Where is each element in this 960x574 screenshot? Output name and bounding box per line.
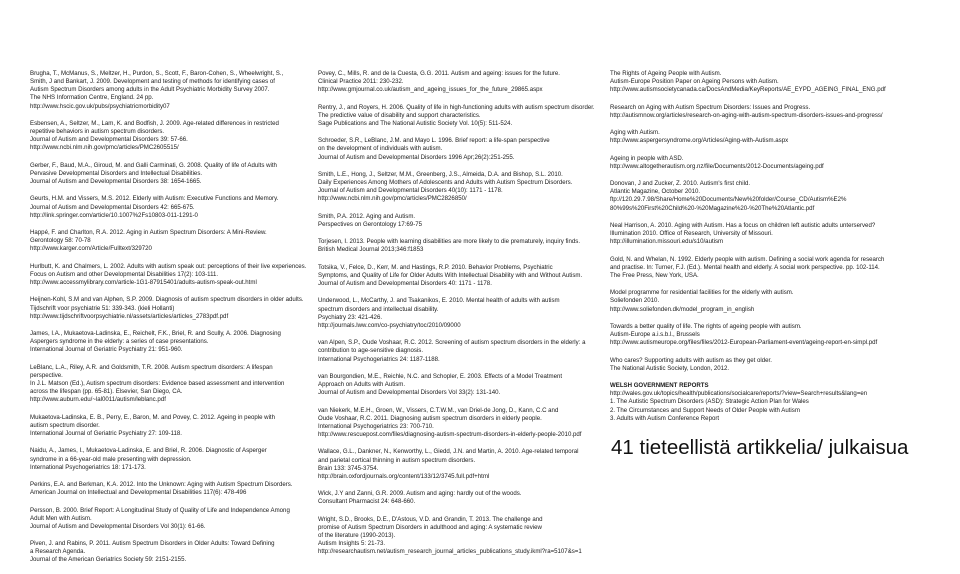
reference-line: Pervasive Developmental Disorders and Intellectual Disabilities. (30, 169, 203, 177)
reference-line: Povey, C., Mills, R. and de la Cuesta, G.G. 2011. Autism and ageing: issues for the future. (318, 70, 560, 77)
reference-entry (610, 104, 950, 120)
reference-column-1 (30, 70, 308, 574)
reference-line: Journal of Autism and Developmental Disorders Vol 30(1): 61-66. (30, 522, 206, 530)
reference-entry (318, 297, 604, 330)
reference-line: and practise. In: Turner, F.J. (Ed.). Mental health and elderly. A social work perspective. pp. 102-114. (610, 263, 880, 271)
reference-line: Approach on Adults with Autism. (318, 381, 406, 389)
reference-entry (318, 407, 604, 440)
reference-line: Towards a better quality of life. The rights of ageing people with autism. (610, 322, 802, 330)
reference-entry (610, 155, 950, 171)
reference-line: http://www.accessmylibrary.com/article-1G1-87915401/adults-autism-speak-out.html (30, 279, 257, 287)
reference-line: Illumination 2010. Office of Research, University of Missouri. (610, 230, 773, 238)
reference-line: http://journals.lww.com/co-psychiatry/toc/2010/09000 (318, 321, 461, 329)
reference-line: 80%99s%20First%20Child%20-%20Magazine%20-%20The%20Atlantic.pdf (610, 204, 815, 212)
reference-entry (318, 516, 604, 557)
reference-line: Rentry, J., and Royers, H. 2006. Quality of life in high-functioning adults with autism spectrum disorder. (318, 103, 595, 111)
reference-line: Focus on Autism and other Developmental Disabilities 17(2): 103-111. (30, 270, 219, 278)
reference-line: Research on Aging with Autism Spectrum Disorders: Issues and Progress. (610, 103, 811, 111)
reference-line: Gerontology 58: 70-78 (30, 237, 91, 245)
reference-line: Persson, B. 2000. Brief Report: A Longitudinal Study of Quality of Life and Independence Among (30, 506, 290, 514)
section-line: http://wales.gov.uk/topics/health/publications/socialcare/reports/?view=Search+results&lang=en (610, 390, 868, 398)
reference-line: LeBlanc, L.A., Riley, A.R. and Goldsmith, T.R. 2008. Autism spectrum disorders: A lifespan (30, 363, 273, 371)
reference-line: Hurlbutt, K. and Chalmers, L. 2002. Adults with autism speak out: perceptions of their live experiences. (30, 262, 307, 270)
reference-column-3 (610, 70, 950, 432)
reference-line: van Niekerk, M.E.H., Groen, W., Vissers, C.T.W.M., van Driel-de Jong, D., Kann, C.C and (318, 406, 559, 414)
reference-line: Wright, S.D., Brooks, D.E., D'Astous, V.D. and Grandin, T. 2013. The challenge and (318, 515, 543, 523)
reference-line: American Journal on Intellectual and Developmental Disabilities 117(6): 478-496 (30, 489, 247, 497)
reference-entry (318, 137, 604, 161)
reference-line: Journal of Autism and Developmental Disorders 40(10): 1171 - 1178. (318, 187, 503, 195)
reference-entry (30, 70, 308, 111)
reference-line: a Research Agenda. (30, 548, 86, 556)
reference-line: http://link.springer.com/article/10.1007%2Fs10803-011-1291-0 (30, 211, 198, 219)
reference-line: The Rights of Ageing People with Autism. (610, 70, 722, 77)
reference-line: Autism Spectrum Disorders among adults in the Adult Psychiatric Morbidity Survey 2007. (30, 86, 270, 94)
reference-line: ftp://120.29.7.98/Share/Home%20Documents/New%20folder/Course_CD/Autism%E2% (610, 196, 847, 204)
reference-line: van Alpen, S.P., Oude Voshaar, R.C. 2012. Screening of autism spectrum disorders in the elderly: a (318, 339, 586, 347)
reference-line: The Free Press, New York, USA. (610, 271, 699, 279)
reference-line: The NHS Information Centre, England. 24 pp. (30, 94, 154, 102)
reference-line: Oude Voshaar, R.C. 2011. Diagnosing autism spectrum disorders in elderly people. (318, 414, 542, 422)
reference-line: Autism Insights 5: 21-73. (318, 540, 386, 548)
reference-entry (318, 104, 604, 128)
reference-entry (610, 129, 950, 145)
reference-line: Sage Publications and The National Autistic Society Vol. 10(5): 511-524. (318, 119, 513, 127)
reference-line: Smith, L.E., Hong, J., Seltzer, M.M., Greenberg, J.S., Almeida, D.A. and Bishop, S.L. 2010. (318, 170, 563, 178)
reference-line: Schroeder, S.R., LeBlanc, J.M. and Mayo L. 1996. Brief report: a life-span perspective (318, 137, 550, 145)
reference-line: International Psychogeriatrics 24: 1187-1188. (318, 355, 440, 363)
reference-line: Tijdschrift voor psychiatrie 51: 339-343. (kieli Hollanti) (30, 304, 175, 312)
reference-line: Who cares? Supporting adults with autism as they get older. (610, 356, 772, 364)
reference-line: Geurts, H.M. and Vissers, M.S. 2012. Elderly with Autism: Executive Functions and Memory. (30, 195, 279, 203)
reference-line: The predictive value of disability and support characteristics. (318, 111, 481, 119)
reference-entry (30, 263, 308, 287)
reference-line: of the literature (1990-2013). (318, 532, 396, 539)
reference-line: Journal of Autism and Developmental Disorders Vol 33(2): 131-140. (318, 389, 501, 397)
reference-entry (30, 229, 308, 253)
reference-line: http://researchautism.net/autism_research_journal_articles_publications_study.ikml?ra=5107&s=1 (318, 548, 582, 556)
reference-line: and parietal cortical thinning in autism spectrum disorders. (318, 456, 476, 464)
article-count-callout: 41 tieteellistä artikkelia/ julkaisua (611, 436, 909, 459)
reference-line: Gold, N. and Whelan, N. 1992. Elderly people with autism. Defining a social work agenda for research (610, 255, 885, 263)
reference-line: http://www.autismsocietycanada.ca/DocsAndMedia/KeyReports/AE_EYPD_AGEING_FINAL_ENG.pdf (610, 86, 886, 94)
reference-entry (30, 540, 308, 564)
reference-line: Brain 133: 3745-3754. (318, 464, 379, 472)
reference-entry (610, 70, 950, 94)
reference-line: Torjesen, I. 2013. People with learning disabilities are more likely to die prematurely, inquiry finds. (318, 238, 581, 246)
reference-line: http://www.rescuepost.com/files/diagnosing-autism-spectrum-disorders-in-elderly-people-2010.pdf (318, 431, 582, 439)
reference-line: Naidu, A., James, I., Mukaetova-Ladinska, E. and Briel, R. 2006. Diagnostic of Asperger (30, 447, 267, 455)
reference-entry (30, 195, 308, 219)
reference-line: http://brain.oxfordjournals.org/content/133/12/3745.full.pdf+html (318, 472, 490, 480)
reference-entry (318, 373, 604, 397)
reference-line: Journal of the American Geriatrics Society 59: 2151-2155. (30, 556, 187, 564)
reference-line: Aging with Autism. (610, 129, 660, 137)
reference-line: The National Autistic Society, London, 2012. (610, 364, 730, 372)
reference-entry (318, 213, 604, 229)
reference-line: Journal of Autism and Developmental Disorders 40: 1171 - 1178. (318, 280, 492, 288)
reference-line: http://www.auburn.edu/~lal0011/autism/leblanc.pdf (30, 396, 166, 404)
reference-line: Totsika, V., Felce, D., Kerr, M. and Hastings, R.P. 2010. Behavior Problems, Psychiatric (318, 263, 553, 271)
reference-line: http://www.karger.com/Article/Fulltext/329720 (30, 245, 152, 253)
section-heading: WELSH GOVERNMENT REPORTS (610, 382, 709, 390)
reference-line: Journal of Autism and Developmental Disorders 42: 665-675. (30, 203, 195, 211)
reference-line: International Psychogeriatrics 23: 700-710. (318, 422, 434, 430)
reference-entry (318, 448, 604, 481)
reference-line: perspective. (30, 371, 63, 379)
reference-entry (610, 357, 950, 373)
reference-line: contribution to age-sensitive diagnosis. (318, 347, 424, 355)
reference-line: Clinical Practice 2011: 230-232. (318, 78, 404, 86)
reference-line: Neal Harrison, A. 2010. Aging with Autism. Has a focus on children left autistic adults unterserved? (610, 221, 876, 229)
reference-line: Underwood, L., McCarthy, J. and Tsakanikos, E. 2010. Mental health of adults with autism (318, 297, 560, 305)
reference-line: British Medical Journal 2013;346:f1853 (318, 246, 424, 254)
reference-line: Journal of Autism and Developmental Disorders 38: 1654-1665. (30, 178, 202, 186)
reference-line: Donovan, J and Zucker, Z. 2010. Autism's first child. (610, 180, 751, 188)
reference-entry (610, 323, 950, 347)
reference-line: Consultant Pharmacist 24: 648-660. (318, 498, 416, 506)
reference-line: Esbensen, A., Seltzer, M., Lam, K. and Bodfish, J. 2009. Age-related differences in restricted (30, 119, 279, 127)
reference-line: Adult Men with Autism. (30, 514, 92, 522)
reference-line: repetitive behaviors in autism spectrum disorders. (30, 128, 165, 136)
reference-line: Aspergers syndrome in the elderly: a series of case presentations. (30, 338, 209, 346)
reference-entry (610, 256, 950, 280)
reference-line: Smith, J and Bankart, J. 2009. Development and testing of methods for identifying cases of (30, 78, 275, 86)
reference-entry (30, 507, 308, 531)
reference-entry (318, 339, 604, 363)
reference-line: http://www.altogetherautism.org.nz/file/Documents/2012-Documents/ageing.pdf (610, 162, 824, 170)
reference-line: Journal of Autism and Developmental Disorders 39: 57-66. (30, 136, 188, 144)
reference-entry (318, 490, 604, 506)
reference-entry (30, 296, 308, 320)
reference-line: International Journal of Geriatric Psychiatry 21: 951-960. (30, 346, 183, 354)
reference-entry (610, 222, 950, 246)
reference-line: In J.L. Matson (Ed.), Autism spectrum disorders: Evidence based assessment and intervention (30, 380, 285, 388)
reference-entry (30, 447, 308, 471)
section-line: 3. Adults with Autism Conference Report (610, 414, 720, 422)
reference-line: Autism-Europe a.i.s.b.l., Brussels (610, 331, 700, 339)
reference-entry (30, 414, 308, 438)
reference-line: Happé, F. and Charlton, R.A. 2012. Aging in Autism Spectrum Disorders: A Mini-Review. (30, 229, 267, 237)
reference-line: Symptoms, and Quality of Life for Older Adults With Intellectual Disability with and Without Autism. (318, 271, 583, 279)
reference-line: http://www.autismeurope.org/files/files/2012-European-Parliament-event/ageing-report-en-simpl.pdf (610, 339, 878, 347)
reference-entry (610, 180, 950, 213)
reference-line: James, I.A., Mukaetova-Ladinska, E., Reichelt, F.K., Briel, R. and Scully, A. 2006. Diagnosing (30, 330, 281, 338)
reference-entry (30, 481, 308, 497)
reference-line: Brugha, T., McManus, S., Meltzer, H., Purdon, S., Scott, F., Baron-Cohen, S., Wheelwright, S., (30, 70, 284, 77)
reference-line: Daily Experiences Among Mothers of Adolescents and Adults with Autism Spectrum Disorders. (318, 179, 573, 187)
reference-entry (318, 70, 604, 94)
reference-line: http://www.hscic.gov.uk/pubs/psychiatricmorbidity07 (30, 102, 170, 110)
reference-line: http://www.ncbi.nlm.nih.gov/pmc/articles/PMC2826850/ (318, 195, 467, 203)
reference-line: Mukaetova-Ladinska, E. B., Perry, E., Baron, M. and Povey, C. 2012. Ageing in people with (30, 413, 276, 421)
section-line: 1. The Autistic Spectrum Disorders (ASD): Strategic Action Plan for Wales (610, 398, 809, 406)
reference-line: http://autismnow.org/articles/research-on-aging-with-autism-spectrum-disorders-issues-and-progress/ (610, 111, 883, 119)
reference-line: http://www.ncbi.nlm.nih.gov/pmc/articles/PMC2605515/ (30, 144, 179, 152)
reference-line: http://illumination.missouri.edu/s10/autism (610, 238, 724, 246)
reference-entry (610, 289, 950, 313)
reference-line: Atlantic Magazine, October 2010. (610, 188, 701, 196)
reference-line: across the lifespan (pp. 65-81). Elsevier, San Diego, CA. (30, 388, 183, 396)
reference-line: on the development of individuals with autism. (318, 145, 443, 153)
reference-entry (30, 364, 308, 405)
reference-line: autism spectrum disorder. (30, 421, 100, 429)
reference-line: Psychiatry 23: 421-426. (318, 313, 383, 321)
reference-entry (318, 171, 604, 204)
reference-line: Soliefonden 2010. (610, 297, 660, 305)
reference-line: Smith, P.A. 2012. Aging and Autism. (318, 212, 416, 220)
reference-entry (30, 330, 308, 354)
reference-line: International Journal of Geriatric Psychiatry 27: 109-118. (30, 430, 182, 437)
reference-list (610, 70, 950, 373)
reference-line: syndrome in a 66-year-old male presenting with depression. (30, 455, 192, 463)
reference-line: Autism-Europe Position Paper on Ageing Persons with Autism. (610, 78, 779, 86)
reference-entry (30, 120, 308, 153)
section-line: 2. The Circumstances and Support Needs of Older People with Autism (610, 406, 800, 414)
reference-line: Wick, J.Y and Zanni, G.R. 2009. Autism and aging: hardly out of the woods. (318, 490, 522, 498)
reference-line: Perspectives on Gerontology 17:69-75 (318, 220, 422, 228)
welsh-government-section (610, 382, 950, 423)
reference-line: http://www.soliefonden.dk/model_program_in_english (610, 305, 755, 313)
reference-line: http://www.tijdschriftvoorpsychiatrie.nl/assets/articles/articles_2783pdf.pdf (30, 312, 229, 320)
reference-entry (318, 238, 604, 254)
reference-line: http://www.aspergersyndrome.org/Articles/Aging-with-Autism.aspx (610, 137, 789, 145)
reference-line: Piven, J. and Rabins, P. 2011. Autism Spectrum Disorders in Older Adults: Toward Defining (30, 540, 275, 548)
reference-line: Ageing in people with ASD. (610, 154, 684, 162)
reference-line: Model programme for residential facilities for the elderly with autism. (610, 289, 794, 297)
reference-line: Perkins, E.A. and Berkman, K.A. 2012. Into the Unknown: Aging with Autism Spectrum Disorders. (30, 481, 293, 488)
reference-column-2 (318, 70, 604, 566)
reference-line: International Psychogeriatrics 18: 171-173. (30, 463, 146, 471)
reference-entry (318, 264, 604, 288)
reference-line: van Bourgondien, M.E., Reichle, N.C. and Schopler, E. 2003. Effects of a Model Treatment (318, 372, 563, 380)
reference-line: Journal of Autism and Developmental Disorders 1996 Apr;26(2):251-255. (318, 153, 515, 161)
reference-line: Wallace, G.L., Dankner, N., Kenworthy, L., Giedd, J.N. and Martin, A. 2010. Age-related temporal (318, 448, 579, 456)
reference-line: Gerber, F., Baud, M.A., Giroud, M. and Galli Carminati, G. 2008. Quality of life of Adults with (30, 161, 277, 169)
reference-line: spectrum disorders and intellectual disability. (318, 305, 439, 313)
reference-line: Heijnen-Kohl, S.M and van Alphen, S.P. 2009. Diagnosis of autism spectrum disorders in older adults. (30, 296, 304, 304)
reference-entry (30, 162, 308, 186)
reference-line: promise of Autism Spectrum Disorders in adulthood and aging: A systematic review (318, 523, 542, 531)
reference-line: http://www.gmjournal.co.uk/autism_and_ageing_issues_for_the_future_29865.aspx (318, 86, 543, 94)
